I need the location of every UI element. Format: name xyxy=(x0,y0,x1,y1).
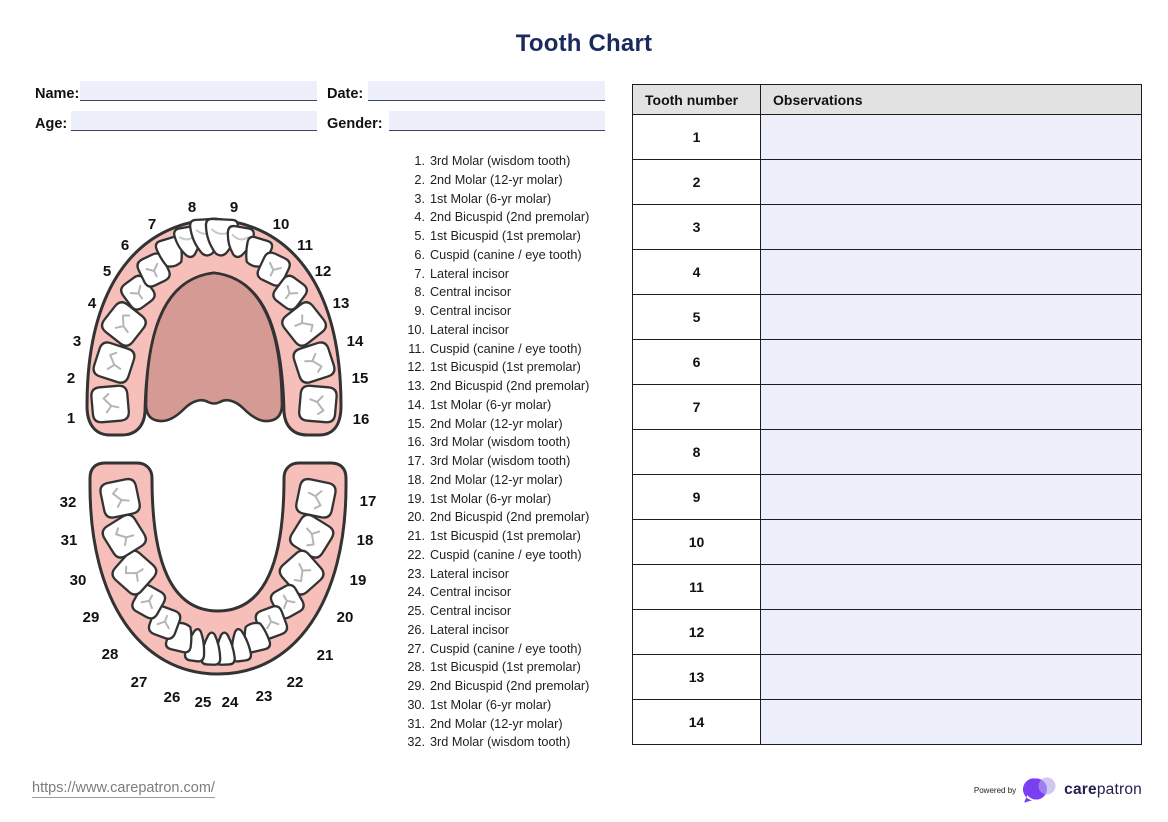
tooth-list-label: Central incisor xyxy=(430,585,512,600)
tooth-list-label: 1st Molar (6-yr molar) xyxy=(430,191,552,206)
tooth-list-number: 6. xyxy=(414,247,425,262)
tooth-number-cell: 11 xyxy=(633,565,761,610)
tooth-list-label: Cuspid (canine / eye tooth) xyxy=(430,641,582,656)
table-row xyxy=(633,475,1142,520)
tooth-number-label: 2 xyxy=(66,370,76,387)
observation-cell[interactable] xyxy=(761,610,1142,655)
tooth-list-item xyxy=(396,377,620,396)
tooth-number-label: 22 xyxy=(286,674,304,691)
tooth-number-label: 3 xyxy=(72,333,82,350)
tooth-32 xyxy=(99,478,141,520)
observation-cell[interactable] xyxy=(761,295,1142,340)
tooth-list-label: 2nd Molar (12-yr molar) xyxy=(430,172,563,187)
tooth-16 xyxy=(298,385,337,423)
tooth-number-cell: 7 xyxy=(633,385,761,430)
tooth-list-item xyxy=(396,696,620,715)
tooth-list-number: 7. xyxy=(414,266,425,281)
tooth-list-number: 15. xyxy=(407,416,425,431)
tooth-number-label: 29 xyxy=(82,609,100,626)
tooth-list-label: 3rd Molar (wisdom tooth) xyxy=(430,735,571,750)
tooth-number-label: 7 xyxy=(147,216,157,233)
tooth-list-label: 2nd Bicuspid (2nd premolar) xyxy=(430,379,590,393)
tooth-number-label: 31 xyxy=(60,532,78,549)
tooth-17 xyxy=(295,478,337,520)
observation-cell[interactable] xyxy=(761,520,1142,565)
tooth-list-item xyxy=(396,265,620,284)
tooth-list-number: 8. xyxy=(414,285,425,300)
tooth-list-number: 2. xyxy=(414,172,425,187)
tooth-list-number: 5. xyxy=(414,229,425,243)
tooth-number-label: 14 xyxy=(346,333,364,350)
table-row xyxy=(633,655,1142,700)
tooth-list-item xyxy=(396,208,620,227)
tooth-list-number: 31. xyxy=(407,716,425,731)
tooth-number-label: 23 xyxy=(255,688,273,705)
tooth-number-label: 16 xyxy=(352,411,370,428)
tooth-number-label: 25 xyxy=(194,694,212,711)
dental-arch-diagram xyxy=(25,190,410,720)
tooth-number-label: 5 xyxy=(102,263,112,280)
observation-cell[interactable] xyxy=(761,475,1142,520)
tooth-number-label: 19 xyxy=(349,572,367,589)
table-header-row xyxy=(633,85,1142,115)
tooth-list-item xyxy=(396,471,620,490)
observation-cell[interactable] xyxy=(761,565,1142,610)
tooth-list-item xyxy=(396,415,620,434)
tooth-list-label: Lateral incisor xyxy=(430,622,509,637)
tooth-list-label: 1st Molar (6-yr molar) xyxy=(430,491,552,506)
tooth-list-number: 4. xyxy=(414,210,425,225)
tooth-list-label: 1st Molar (6-yr molar) xyxy=(430,397,552,412)
tooth-number-label: 6 xyxy=(120,237,130,254)
observation-cell[interactable] xyxy=(761,430,1142,475)
tooth-number-label: 21 xyxy=(316,647,334,664)
tooth-list-label: Central incisor xyxy=(430,304,512,318)
observation-cell[interactable] xyxy=(761,340,1142,385)
tooth-list-item xyxy=(396,508,620,527)
tooth-list-item xyxy=(396,527,620,546)
tooth-list-label: 1st Bicuspid (1st premolar) xyxy=(430,660,581,675)
observation-cell[interactable] xyxy=(761,250,1142,295)
tooth-list-item xyxy=(396,452,620,471)
tooth-list-number: 29. xyxy=(407,679,425,693)
tooth-list-label: 3rd Molar (wisdom tooth) xyxy=(430,435,571,450)
tooth-list-label: Cuspid (canine / eye tooth) xyxy=(430,247,582,262)
tooth-number-label: 1 xyxy=(66,410,76,427)
gender-label: Gender: xyxy=(327,116,383,132)
page-title: Tooth Chart xyxy=(515,30,653,57)
tooth-list-label: Cuspid (canine / eye tooth) xyxy=(430,341,582,356)
tooth-list-item xyxy=(396,302,620,321)
tooth-number-label: 11 xyxy=(297,237,313,254)
tooth-number-cell: 2 xyxy=(633,160,761,205)
tooth-list-label: 1st Molar (6-yr molar) xyxy=(430,697,552,712)
tooth-list-number: 23. xyxy=(407,566,425,581)
tooth-list-number: 19. xyxy=(407,491,425,506)
tooth-number-cell: 5 xyxy=(633,295,761,340)
tooth-list-number: 30. xyxy=(407,697,425,712)
table-row xyxy=(633,115,1142,160)
tooth-number-label: 4 xyxy=(87,295,97,312)
tooth-list-label: Central incisor xyxy=(430,285,512,300)
tooth-list-item xyxy=(396,227,620,246)
observation-cell[interactable] xyxy=(761,385,1142,430)
tooth-list-label: 1st Bicuspid (1st premolar) xyxy=(430,529,581,543)
tooth-list-item xyxy=(396,171,620,190)
tooth-number-label: 26 xyxy=(163,689,181,706)
tooth-list-number: 28. xyxy=(407,660,425,675)
tooth-list-item xyxy=(396,321,620,340)
tooth-list-label: Lateral incisor xyxy=(430,322,509,337)
tooth-list-number: 13. xyxy=(407,379,425,393)
table-row xyxy=(633,565,1142,610)
tooth-number-label: 13 xyxy=(332,295,350,312)
observations-header: Observations xyxy=(761,85,1142,115)
gender-input[interactable] xyxy=(389,111,605,131)
tooth-list-number: 9. xyxy=(414,304,425,318)
tooth-list-label: 2nd Molar (12-yr molar) xyxy=(430,416,563,431)
tooth-list-label: 1st Bicuspid (1st premolar) xyxy=(430,229,581,243)
observation-cell[interactable] xyxy=(761,160,1142,205)
table-row xyxy=(633,385,1142,430)
tooth-number-cell: 3 xyxy=(633,205,761,250)
tooth-list-number: 10. xyxy=(407,322,425,337)
tooth-number-label: 10 xyxy=(272,216,290,233)
tooth-list-number: 25. xyxy=(407,604,425,618)
tooth-list-item xyxy=(396,658,620,677)
tooth-list-item xyxy=(396,283,620,302)
tooth-list-label: 3rd Molar (wisdom tooth) xyxy=(430,454,571,468)
tooth-1 xyxy=(91,385,130,423)
tooth-number-label: 28 xyxy=(101,646,119,663)
observation-cell[interactable] xyxy=(761,700,1142,745)
name-label: Name: xyxy=(35,86,80,102)
tooth-list-item xyxy=(396,396,620,415)
tooth-number-label: 32 xyxy=(59,494,77,511)
tooth-number-label: 9 xyxy=(229,199,239,216)
observations-table xyxy=(632,84,1142,745)
tooth-number-label: 20 xyxy=(336,609,354,626)
tooth-number-cell: 6 xyxy=(633,340,761,385)
tooth-list-item xyxy=(396,677,620,696)
tooth-list-label: 2nd Molar (12-yr molar) xyxy=(430,716,563,731)
table-row xyxy=(633,610,1142,655)
table-row xyxy=(633,430,1142,475)
tooth-number-cell: 8 xyxy=(633,430,761,475)
tooth-list-number: 22. xyxy=(407,547,425,562)
brand-wordmark: carepatron xyxy=(1064,781,1142,798)
tooth-list-number: 12. xyxy=(407,360,425,375)
table-row xyxy=(633,160,1142,205)
age-label: Age: xyxy=(35,116,68,132)
tooth-list-item xyxy=(396,733,620,752)
tooth-list-item xyxy=(396,152,620,171)
tooth-number-label: 17 xyxy=(359,493,377,510)
tooth-list-item xyxy=(396,490,620,509)
tooth-list-item xyxy=(396,190,620,209)
website-link[interactable]: https://www.carepatron.com/ xyxy=(32,780,215,796)
tooth-list-number: 3. xyxy=(414,191,425,206)
tooth-list-item xyxy=(396,715,620,734)
tooth-number-cell: 4 xyxy=(633,250,761,295)
tooth-number-label: 18 xyxy=(356,532,374,549)
observation-cell[interactable] xyxy=(761,115,1142,160)
tooth-number-cell: 1 xyxy=(633,115,761,160)
tooth-list-number: 20. xyxy=(407,510,425,525)
tooth-list-item xyxy=(396,433,620,452)
tooth-list-number: 24. xyxy=(407,585,425,600)
tooth-number-label: 15 xyxy=(351,370,369,387)
tooth-list-number: 17. xyxy=(407,454,425,468)
tooth-list-item xyxy=(396,246,620,265)
tooth-number-cell: 14 xyxy=(633,700,761,745)
tooth-list-item xyxy=(396,583,620,602)
tooth-list-number: 27. xyxy=(407,641,425,656)
tooth-number-cell: 12 xyxy=(633,610,761,655)
tooth-list-number: 14. xyxy=(407,397,425,412)
tooth-list-label: Lateral incisor xyxy=(430,266,509,281)
tooth-list-label: Cuspid (canine / eye tooth) xyxy=(430,547,582,562)
tooth-list-item xyxy=(396,546,620,565)
powered-by-label: Powered by xyxy=(973,785,1017,795)
table-row xyxy=(633,295,1142,340)
tooth-list-item xyxy=(396,358,620,377)
tooth-list-item xyxy=(396,565,620,584)
tooth-number-label: 30 xyxy=(69,572,87,589)
tooth-list-number: 21. xyxy=(407,529,425,543)
tooth-list-label: 3rd Molar (wisdom tooth) xyxy=(430,154,571,168)
observation-cell[interactable] xyxy=(761,205,1142,250)
table-row xyxy=(633,520,1142,565)
table-row xyxy=(633,340,1142,385)
tooth-number-label: 27 xyxy=(130,674,148,691)
tooth-list-number: 26. xyxy=(407,622,425,637)
tooth-list-item xyxy=(396,602,620,621)
tooth-number-cell: 13 xyxy=(633,655,761,700)
tooth-list-item xyxy=(396,621,620,640)
tooth-number-label: 12 xyxy=(314,263,332,280)
tooth-number-header: Tooth number xyxy=(633,85,761,115)
tooth-number-cell: 9 xyxy=(633,475,761,520)
tooth-list-label: Central incisor xyxy=(430,604,512,618)
date-label: Date: xyxy=(327,86,364,102)
tooth-list-item xyxy=(396,640,620,659)
tooth-list-number: 1. xyxy=(414,154,425,168)
table-row xyxy=(633,205,1142,250)
age-input[interactable] xyxy=(71,111,317,131)
date-input[interactable] xyxy=(368,81,605,101)
tooth-number-label: 24 xyxy=(221,694,239,711)
tooth-list-item xyxy=(396,340,620,359)
tooth-list-number: 18. xyxy=(407,472,425,487)
tooth-list-label: 2nd Molar (12-yr molar) xyxy=(430,472,563,487)
tooth-list-number: 11. xyxy=(408,341,425,356)
tooth-list-label: 2nd Bicuspid (2nd premolar) xyxy=(430,679,590,693)
tooth-number-cell: 10 xyxy=(633,520,761,565)
brand-footer xyxy=(974,776,1142,804)
carepatron-logo-icon xyxy=(1022,776,1058,804)
tooth-list-number: 16. xyxy=(407,435,425,450)
tooth-list-label: 2nd Bicuspid (2nd premolar) xyxy=(430,210,590,225)
tooth-list-label: 1st Bicuspid (1st premolar) xyxy=(430,360,581,375)
tooth-number-label: 8 xyxy=(187,199,197,216)
table-row xyxy=(633,700,1142,745)
tooth-list-label: Lateral incisor xyxy=(430,566,509,581)
tooth-name-list xyxy=(396,152,620,752)
name-input[interactable] xyxy=(80,81,317,101)
tooth-list-number: 32. xyxy=(407,735,425,750)
table-row xyxy=(633,250,1142,295)
observation-cell[interactable] xyxy=(761,655,1142,700)
tooth-list-label: 2nd Bicuspid (2nd premolar) xyxy=(430,510,590,525)
